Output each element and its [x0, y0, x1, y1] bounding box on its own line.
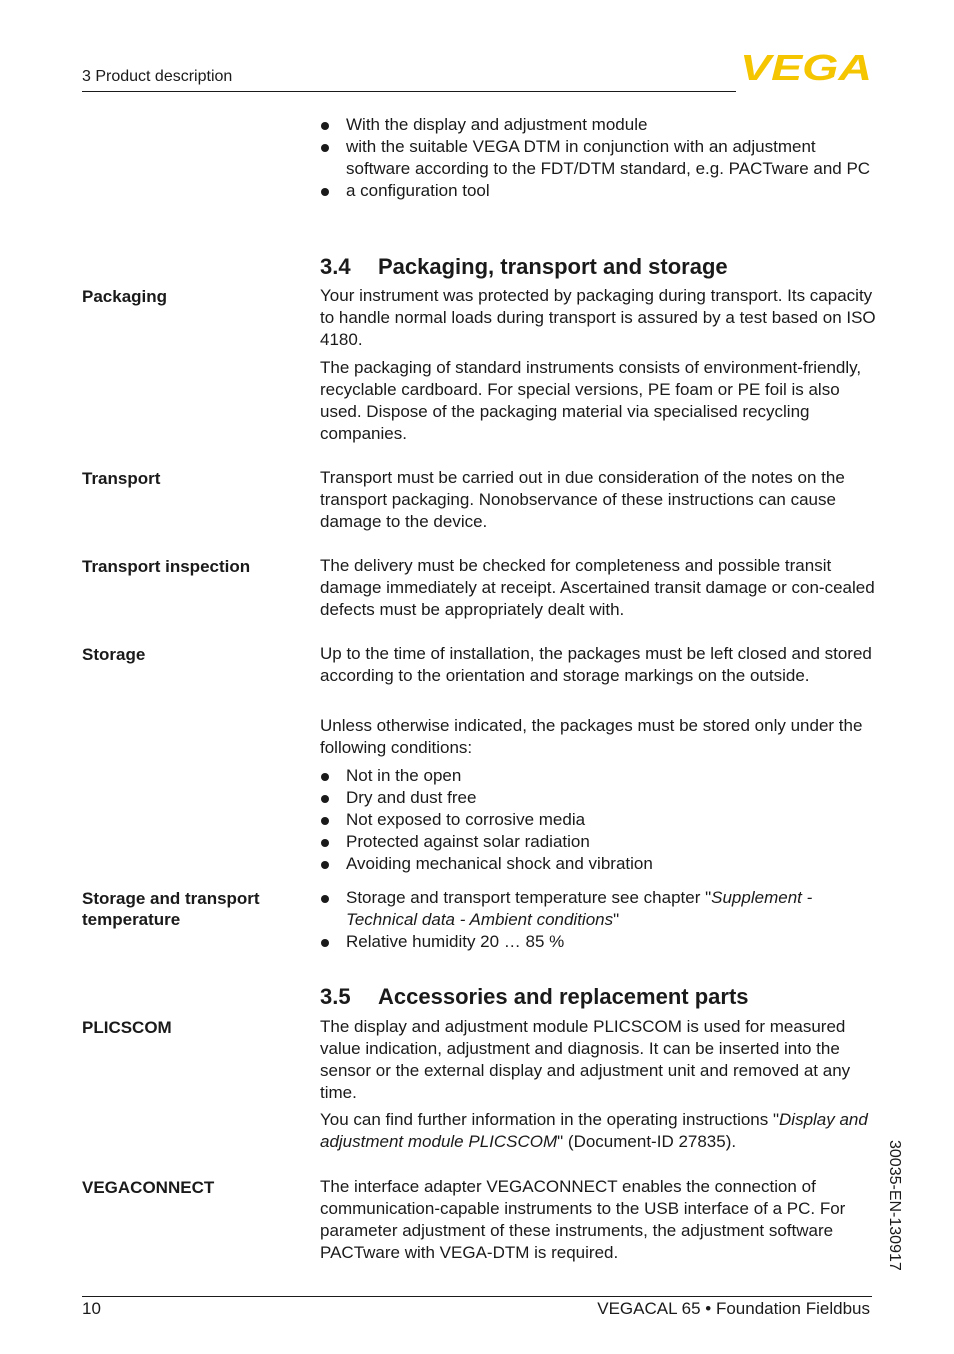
quote-close: " — [613, 910, 620, 929]
vega-logo-text: VEGA — [740, 52, 872, 82]
temperature-text: Storage and transport temperature see chapter " — [346, 888, 712, 907]
section-3-5-heading — [320, 984, 749, 1010]
storage-label: Storage — [82, 645, 146, 664]
plicscom-label: PLICSCOM — [82, 1018, 172, 1037]
section-title: Accessories and replacement parts — [378, 984, 749, 1009]
plicscom-text: You can find further information in the operating instructions " — [320, 1110, 780, 1129]
list-item: Avoiding mechanical shock and vibration — [320, 853, 876, 875]
list-item: Not in the open — [320, 765, 876, 787]
storage-conditions-list — [320, 765, 876, 875]
section-number: 3.4 — [320, 254, 351, 279]
packaging-label: Packaging — [82, 287, 168, 306]
page-number: 10 — [82, 1299, 101, 1318]
storage-paragraph-1: Up to the time of installation, the packages must be left closed and stored according to the orientation and storage markings on the outside. — [320, 644, 872, 685]
chapter-reference: Supplement - Technical data - Ambient conditions — [346, 888, 813, 929]
intro-list — [320, 114, 876, 202]
list-item: Not exposed to corrosive media — [320, 809, 876, 831]
list-item: Relative humidity 20 … 85 % — [320, 931, 876, 953]
list-item: with the suitable VEGA DTM in conjunction with an adjustment software according to the FDT/DTM standard, e.g. PACTware and PC — [320, 136, 876, 180]
transport-inspection-paragraph: The delivery must be checked for completeness and possible transit damage immediately at receipt. Ascertained transit damage or con-cealed defects must be appropriately dealt with. — [320, 556, 875, 619]
list-item: Dry and dust free — [320, 787, 876, 809]
list-item: a configuration tool — [320, 180, 876, 202]
packaging-paragraph-2: The packaging of standard instruments consists of environment-friendly, recyclable cardboard. For special versions, PE foam or PE foil is also used. Dispose of the packaging material via specialised recycling companies. — [320, 358, 862, 443]
transport-paragraph: Transport must be carried out in due consideration of the notes on the transport packaging. Nonobservance of these instructions can cause damage to the device. — [320, 468, 845, 531]
packaging-paragraph-1: Your instrument was protected by packaging during transport. Its capacity to handle normal loads during transport is assured by a test based on ISO 4180. — [320, 286, 876, 349]
transport-label: Transport — [82, 469, 161, 488]
document-id: 30035-EN-130917 — [886, 1140, 903, 1271]
vegaconnect-label: VEGACONNECT — [82, 1178, 215, 1197]
plicscom-paragraph-1: The display and adjustment module PLICSCOM is used for measured value indication, adjustment and diagnosis. It can be inserted into the sensor or the external display and adjustment unit and removed at any time. — [320, 1017, 851, 1102]
vegaconnect-paragraph: The interface adapter VEGACONNECT enables the connection of communication-capable instruments to the USB interface of a PC. For parameter adjustment of these instruments, the adjustment software PACTware with VEGA-DTM is required. — [320, 1177, 846, 1262]
list-item: Protected against solar radiation — [320, 831, 876, 853]
product-name: VEGACAL 65 • Foundation Fieldbus — [597, 1299, 870, 1318]
section-header: 3 Product description — [82, 68, 233, 85]
section-title: Packaging, transport and storage — [378, 254, 728, 279]
document-reference: Display and adjustment module PLICSCOM — [320, 1110, 868, 1151]
list-item — [320, 887, 876, 931]
header-divider — [82, 91, 736, 92]
transport-inspection-label: Transport inspection — [82, 557, 251, 576]
storage-temperature-list — [320, 887, 876, 953]
section-number: 3.5 — [320, 984, 351, 1009]
plicscom-paragraph-2 — [320, 1109, 876, 1153]
storage-temperature-label: Storage and transport temperature — [82, 889, 260, 929]
storage-paragraph-2: Unless otherwise indicated, the packages must be stored only under the following conditions: — [320, 716, 863, 757]
plicscom-text-end: " (Document-ID 27835). — [557, 1132, 737, 1151]
list-item: With the display and adjustment module — [320, 114, 876, 136]
footer-divider — [82, 1296, 872, 1297]
vega-logo — [740, 52, 874, 82]
section-3-4-heading — [320, 254, 728, 280]
